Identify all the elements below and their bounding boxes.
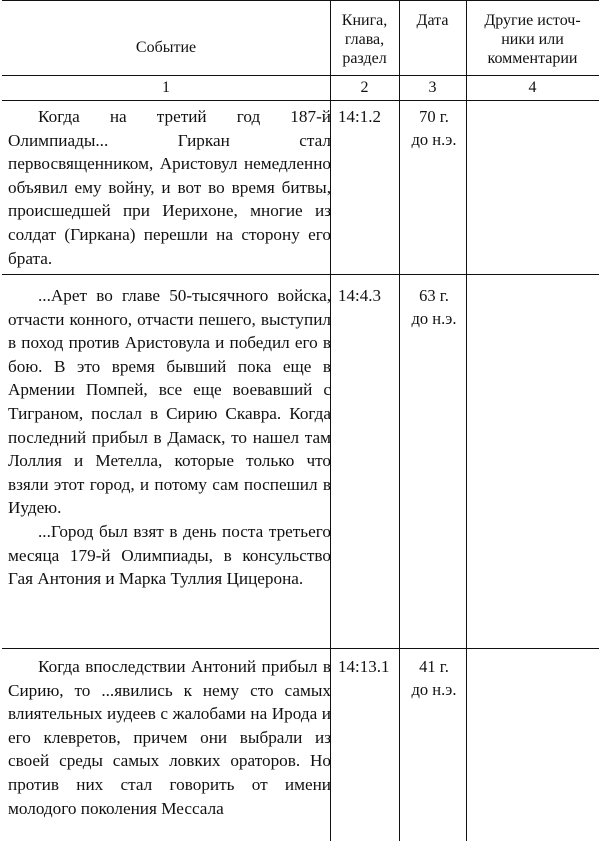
event-text: ...Арет во главе 50-тысячного войска, отчасти конного, отчасти пешего, выступил в поход против Аристовула и победил его в бою. В это время бывший пока еще в Армении Помпей, все еще воевавший с Тиграном, послал в Сирию Скавра. Когда последний прибыл в Дамаск, то нашел там Лоллия и Метелла, которые только что взяли этот город, и потому сам поспешил в Иудею. ...Город был взят в день поста третьего месяца 179-й Олимпиады, в консульство Гая Антония и Марка Туллия Цицерона. — [8, 286, 331, 589]
header-divider — [2, 75, 599, 76]
event-date: 41 г. до н.э. — [411, 657, 457, 699]
column-number: 1 — [162, 79, 170, 96]
header-book-chapter: Книга, глава, раздел — [341, 12, 388, 67]
book-reference: 14:4.3 — [338, 286, 381, 305]
numbers-divider — [2, 100, 599, 101]
table-top-border — [2, 0, 599, 1]
event-date: 63 г. до н.э. — [411, 286, 457, 328]
column-number: 2 — [360, 79, 369, 96]
header-event: Событие — [135, 39, 197, 56]
event-text: Когда впоследствии Антоний прибыл в Сирию, то ...явились к нему сто самых влиятельных иудеев с жалобами на Ирода и его клевретов, причем они выбрали из своей среды самых ловких ораторов. Но против них стал говорить от имени молодого поколения Мессала — [8, 657, 331, 818]
book-reference: 14:1.2 — [338, 107, 381, 126]
row-divider — [2, 274, 599, 275]
column-number: 4 — [528, 79, 537, 96]
event-text: Когда на третий год 187-й Олимпиады... Гиркан стал первосвященником, Аристовул немедленно объявил ему войну, и вот во время битвы, происшедшей при Иерихоне, многие из солдат (Гиркана) перешли на сторону его брата. — [8, 107, 331, 268]
chronology-table — [2, 0, 599, 841]
event-date: 70 г. до н.э. — [411, 107, 457, 149]
header-other-sources: Другие источ- ники или комментарии — [484, 12, 581, 67]
row-divider — [2, 648, 599, 649]
book-reference: 14:13.1 — [338, 657, 390, 676]
header-date: Дата — [416, 12, 449, 29]
column-number: 3 — [428, 79, 437, 96]
